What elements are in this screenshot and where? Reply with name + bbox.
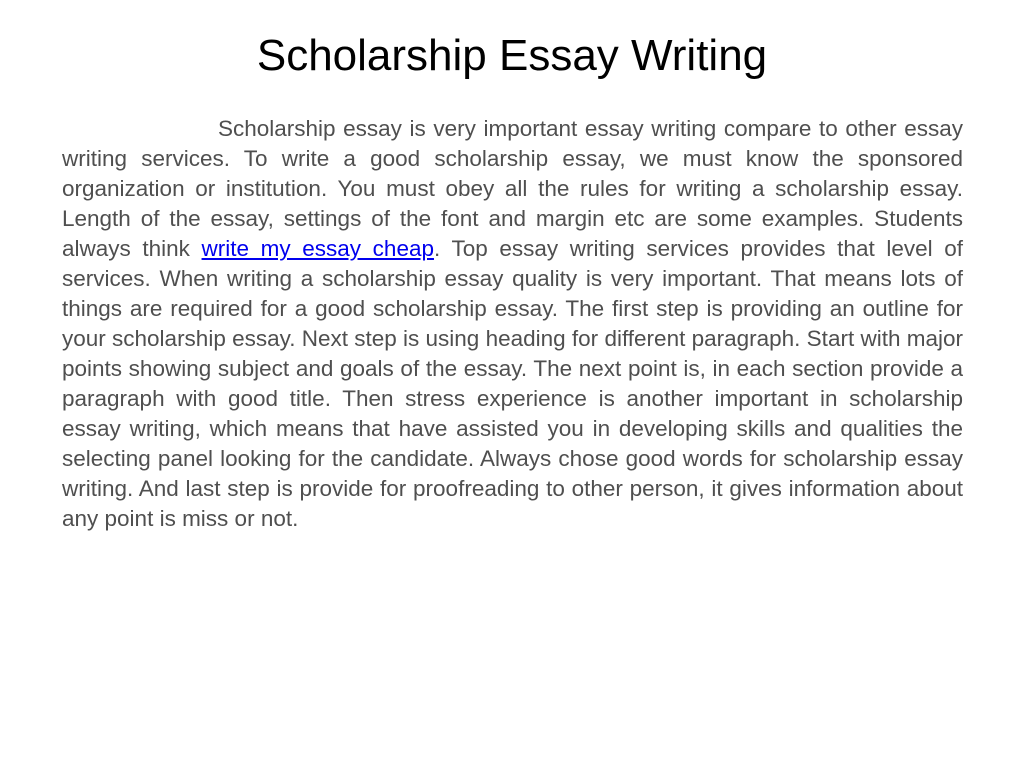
body-paragraph xyxy=(62,114,963,534)
paragraph-text-after-link: . Top essay writing services provides that level of services. When writing a scholarship essay quality is very important. That means lots of things are required for a good scholarship essay. The first step is providing an outline for your scholarship essay. Next step is using heading for different paragraph. Start with major points showing subject and goals of the essay. The next point is, in each section provide a paragraph with good title. Then stress experience is another important in scholarship essay writing, which means that have assisted you in developing skills and qualities the selecting panel looking for the candidate. Always chose good words for scholarship essay writing. And last step is provide for proofreading to other person, it gives information about any point is miss or not. xyxy=(62,236,963,531)
slide-title: Scholarship Essay Writing xyxy=(256,31,768,80)
write-my-essay-cheap-link[interactable]: write my essay cheap xyxy=(201,236,434,261)
paragraph-text-before-link: Scholarship essay is very important essay writing compare to other essay writing services. To write a good scholarship essay, we must know the sponsored organization or institution. You must obey all the rules for writing a scholarship essay. Length of the essay, settings of the font and margin etc are some examples. Students always think xyxy=(62,116,963,261)
